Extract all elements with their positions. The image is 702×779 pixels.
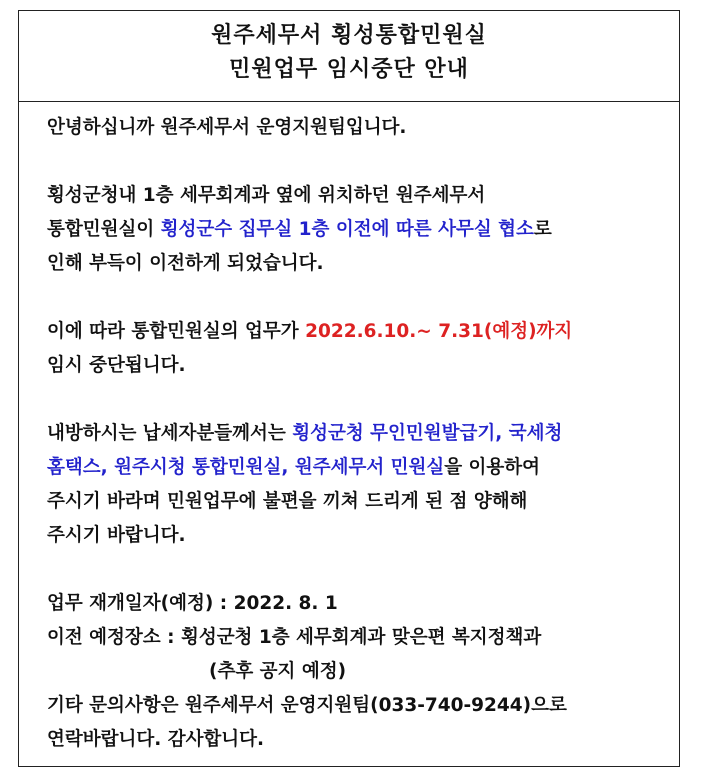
para3-line3: 주시기 바라며 민원업무에 불편을 끼쳐 드리게 된 점 양해해 [47,491,528,512]
para2-line1 [47,315,669,349]
para1-line2 [47,213,669,247]
para3-line1-pre: 내방하시는 납세자분들께서는 [47,423,293,444]
para2-line2: 임시 중단됩니다. [47,355,186,376]
para1-line2-post: 로 [533,219,552,240]
para3-line1 [47,417,669,451]
greeting: 안녕하십니까 원주세무서 운영지원팀입니다. [47,117,407,138]
relocation-note: (추후 공지 예정) [209,661,347,682]
para3-highlight-1: 횡성군청 무인민원발급기, 국세청 [292,423,563,444]
para3-line2 [47,451,669,485]
para3-highlight-2: 홈택스, 원주시청 통합민원실, 원주세무서 민원실 [47,457,445,478]
para3-line2-post: 을 이용하여 [444,457,541,478]
para1-line1: 횡성군청내 1층 세무회계과 옆에 위치하던 원주세무서 [47,185,486,206]
para3-line4: 주시기 바랍니다. [47,525,186,546]
para1-highlight: 횡성군수 집무실 1층 이전에 따른 사무실 협소 [160,219,534,240]
para1-line2-pre: 통합민원실이 [47,219,161,240]
title-line-2: 민원업무 임시중단 안내 [229,57,469,82]
title-block [19,11,679,102]
notice-frame [18,10,680,767]
reopen-date: 업무 재개일자(예정) : 2022. 8. 1 [47,593,338,614]
para2-line1-pre: 이에 따라 통합민원실의 업무가 [47,321,306,342]
contact-line2: 연락바랍니다. 감사합니다. [47,729,265,750]
para2-highlight: 2022.6.10.~ 7.31(예정)까지 [305,321,573,342]
contact-line1: 기타 문의사항은 원주세무서 운영지원팀(033-740-9244)으로 [47,695,567,716]
para1-line3: 인해 부득이 이전하게 되었습니다. [47,253,324,274]
title-line-1: 원주세무서 횡성통합민원실 [211,23,487,48]
relocation-place: 이전 예정장소 : 횡성군청 1층 세무회계과 맞은편 복지정책과 [47,627,542,648]
notice-body [47,111,669,757]
